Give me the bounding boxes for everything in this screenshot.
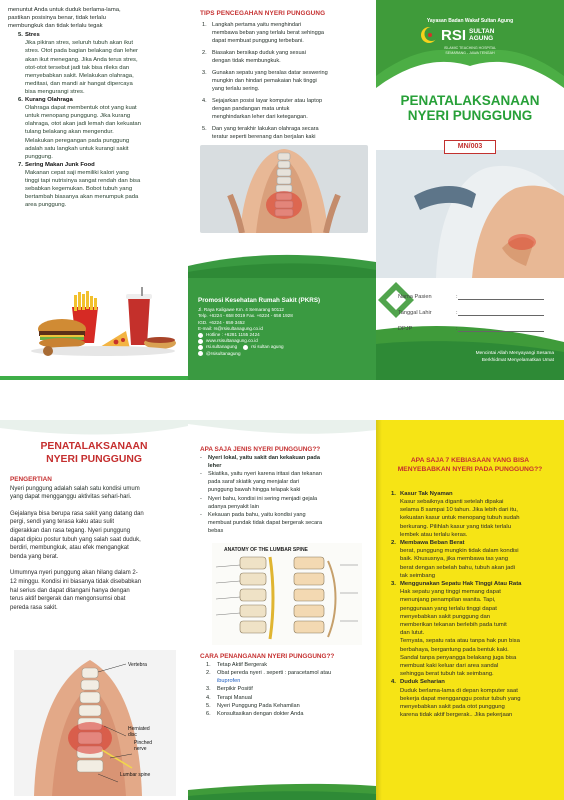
text-line: digerakkan dan rasa tegang. Nyeri punggung [10,527,131,534]
field-label: DPJP [398,326,413,332]
rsi-logo [420,26,494,44]
panel-definition [0,420,188,800]
treatment-list [200,661,368,718]
symptom-paragraph [10,510,178,562]
habit-item: 4. Duduk Seharian Duduk berlama-lama di depan komputer saat bekerja dapat mengganggu postur tubuh yang menyebabkan sakit pada otot punggung karena tidak aktif bergerak.. Jika pekerjaan [391,679,521,719]
treatment-item[interactable] [206,677,368,685]
text-line: Nyeri punggung adalah salah satu kondisi umum [10,485,140,492]
text-line: membuat pundak tidak dapat bergerak secara [208,519,323,526]
type-item: - Kekauan pada bahu, yaitu kondisi yang membuat pundak tidak dapat bergerak secara bebas [200,511,323,534]
text-line: Biasakan bersikap duduk yang sesuai [212,50,306,56]
duration-paragraph [10,569,178,612]
text-line: dengan pandangan mata untuk [212,106,290,112]
panel-cover [376,0,564,380]
website-row[interactable]: www.rsisultanagung.co.id [198,338,366,344]
crescent-logo-icon [420,26,438,44]
logo-text: RSI [441,26,467,44]
diagram-title: ANATOMY OF THE LUMBAR SPINE [224,547,308,554]
text-line: leher [208,463,222,470]
text-line: dengan tidak membungkuk. [212,58,281,64]
text-line: yang dapat mengganggu aktivitas sehari-hari. [10,494,132,501]
text-line: olahraga, otot akan jadi lemah dan kekuatan [25,121,141,128]
text-line: hal serius dan dapat ditangani hanya dengan [10,587,130,594]
tagline-line: Berkhidmat Menyelamatkan Umat [481,357,554,363]
text-line: Skiatika, yaitu nyeri karena iritasi dan tekanan [208,471,322,478]
item-number: 7. [18,161,23,168]
section-heading: APA SAJA JENIS NYERI PUNGGUNG?? [200,446,321,453]
cover-background [376,0,564,380]
patient-name-field[interactable]: Nama Pasien : [398,294,544,300]
bottom-wave [188,770,376,800]
pinched-nerve-label: Pinched nerve [134,740,153,752]
text-line: terus aktif bergerak dan mengonsumsi obat [10,596,126,603]
igd-line: IGD. +6224 - 659 3452 [198,319,245,325]
cover-title-line: PENATALAKSANAAN [400,93,540,108]
tagline [476,351,554,364]
lumbar-spine-diagram [212,543,362,645]
definition-paragraph [10,485,178,502]
text-line: akan ikut menegang. Jika Anda terus stres, [25,56,138,63]
text-line: bisa mengurangi stres. [25,88,85,95]
field-label: Tanggal Lahir [398,310,432,316]
title-line: APA SAJA 7 KEBIASAAN YANG BISA [410,457,530,464]
habit-heading: Membawa Beban Berat [400,540,465,547]
text-line: Makanan cepat saji memiliki kalori yang [25,169,129,176]
panel-prevention-tips [188,0,376,380]
address-line: Jl. Raya Kaligawe Km. 4 Semarang 50112 [198,307,284,313]
habit-item: 3. Menggunakan Sepatu Hak Tinggi Atau Rata Hak sepatu yang tinggi memang dapat menunjang penampilan wanita. Tapi, penggunaan yang terlalu tinggi dapat menyebabkan sakit punggung dan memberikan tekanan berlebih pada tumit dan lutut. Ternyata, sepatu rata atau tanpa hak pun bisa berbahaya, bergantung pada bentuk kaki. Sandal tanpa penyangga belakang juga bisa membuat kaki keluar dari area sandal sehingga berat tubuh tak seimbang. [391,581,522,678]
item-number: 2. [202,50,207,56]
back-pain-spine-image [200,145,368,233]
text-line: benda yang berat. [10,553,59,560]
title-line: MENYEBABKAN NYERI PADA PUNGGUNG?? [397,466,543,474]
phone-line: Telp. +6224 - 658 0019 Fax. +6224 - 658 1928 [198,313,293,319]
treatment-item: 1. Tetap Aktif Bergerak [206,662,268,669]
text-line: area punggung. [25,202,67,209]
vertebra-label: Vertebra [128,662,147,668]
item-title: Kurang Olahraga [25,97,73,104]
text-line: stres. Otot pada bagian belakang dan leher [25,48,138,55]
section-heading: CARA PENANGANAN NYERI PUNGGUNG?? [200,653,335,661]
text-line: tinggi tapi nutrisinya sangat rendah dan bisa [25,177,141,184]
contact-wave [188,248,376,278]
item-number: 5. [18,32,23,39]
section-title: TIPS PENCEGAHAN NYERI PUNGGUNG [200,10,326,17]
intro-text [8,6,180,30]
brochure-inside [0,420,564,800]
text-line: pada saraf skiatik yang menjalar dari [208,479,300,486]
text-line: Kekauan pada bahu, yaitu kondisi yang [208,511,306,518]
input-line[interactable] [458,294,544,300]
habit-heading: Duduk Seharian [400,679,445,686]
text-line: Nyeri lokal, yaitu sakit dan kekakuan pada [208,455,320,462]
document-code: MN/003 [444,140,496,154]
text-line: Jika pikiran stres, seluruh tubuh akan ikut [25,40,134,47]
field-label: Nama Pasien [398,294,432,300]
tip-item [200,69,368,93]
item-number: 4. [202,98,207,104]
text-line: pergi, sendi yang terasa kaku atau sulit [10,519,115,526]
text-line: menuntut Anda untuk duduk berlama-lama, [8,7,121,13]
treatment-item: 6. Konsultasikan dengan dokter Anda [206,710,304,717]
text-line: dapat membuat punggung terbebani. [212,38,304,44]
contact-block [188,268,376,380]
item-number: 5. [202,126,207,132]
text-line: punggung. [25,153,53,160]
habit-heading: Menggunakan Sepatu Hak Tinggi Atau Rata [400,581,522,588]
ibuprofen-link[interactable]: ibuprofen [217,678,241,685]
item-number: 1. [202,22,207,28]
text-line: membungkuk dan tidak terlalu tegak [8,23,103,30]
tip-item [200,21,368,45]
text-line: teratur seperti berenang dan berjalan kaki [212,134,316,140]
treatment-item: 5. Nyeri Punggung Pada Kehamilan [206,702,300,709]
logo-subtext: ISLAMIC TEACHING HOSPITAL [443,46,497,50]
spine-anatomy-photo [14,650,176,796]
type-item: - Skiatika, yaitu nyeri karena iritasi dan tekanan pada saraf skiatik yang menjalar dari punggung bawah hingga telapak kaki [200,471,322,494]
section-heading: PENGERTIAN [10,476,52,483]
cause-item-junk-food [8,161,180,210]
instagram-icon [198,345,203,350]
cause-item-stress [8,31,180,96]
item-title: Sering Makan Junk Food [25,161,95,168]
text-line: Sejajarkan posisi layar komputer atau laptop [212,98,323,104]
text-line: adalah satu langkah untuk kurangi sakit [25,145,129,152]
cover-title-line: NYERI PUNGGUNG [407,108,533,123]
type-item: - Nyeri lokal, yaitu sakit dan kekakuan pada leher [200,455,320,470]
treatment-item: 4. Terapi Manual [206,694,253,701]
title-line: NYERI PUNGGUNG [46,454,142,465]
text-line: meditasi, dan mandi air hangat dipercaya [25,80,133,87]
text-line: mungkin dan hindari pemakaian hak tinggi [212,78,317,84]
input-line[interactable] [458,310,544,316]
tagline-line: Mencintai Allah Menyayangi Sesama [475,351,554,356]
treatment-item: 3. Berpikir Positif [206,686,253,693]
twitter-row: @rsisultanagung [198,351,366,357]
dpjp-field[interactable]: DPJP : [398,326,544,332]
panel-causes-continued [0,0,188,380]
habit-item: 1. Kasur Tak Nyaman Kasur sebaiknya diganti setelah dipakai selama 8 sampai 10 tahun. Jika lebih dari itu, kekuatan kasur untuk menopang tubuh sudah berkurang. Pilihlah kasur yang tidak terlalu lembek atau terlalu keras. [391,490,520,538]
item-number: 3. [202,70,207,76]
contact-title: Promosi Kesehatan Rumah Sakit (PKRS) [198,297,321,304]
email-line: E-mail: rs@rsisultanagung.co.id [198,325,263,331]
text-line: Nyeri bahu, kondisi ini sering menjadi gejala [208,495,318,502]
text-line: pereda rasa sakit. [10,604,58,611]
globe-icon [198,339,203,344]
text-line: sebabkan kegemukan. Bobot tubuh yang [25,186,133,193]
item-title: Stres [25,32,40,39]
text-line: otot-otot tersebut jadi tak bisa rileks dan [25,64,130,71]
text-line: Langkah pertama yaitu menghindari [212,22,302,28]
fold-shadow [376,420,382,800]
text-line: Melakukan peregangan pada punggung [25,137,130,144]
text-line: Dan yang terakhir lakukan olahraga secara [212,126,319,132]
treatment-item: 2. Obat pereda nyeri . seperti : paracetamol atau [206,670,332,677]
twitter-icon [198,351,203,356]
facebook-icon [243,345,248,350]
tip-item [200,125,368,141]
text-line: Umumnya nyeri punggung akan hilang dalam 2- [10,570,138,577]
social-row: rsi.sultanagung rsi sultan agung [198,344,366,350]
top-wave [188,420,376,442]
tip-item [200,97,368,121]
text-line: bertambah biasanya akan menumpuk pada [25,194,139,201]
text-line: punggung bawah hingga telapak kaki [208,487,301,494]
text-line: menyebabkan sakit. Melakukan olahraga, [25,72,134,79]
foundation-name: Yayasan Badan Wakaf Sultan Agung [426,18,514,24]
text-line: dapat dipicu postur tubuh yang salah saat duduk, [10,536,141,543]
logo-city: SEMARANG - JAWA TENGAH [445,51,495,55]
text-line: tulang belakang akan mengendur. [25,129,114,136]
text-line: adanya penyakit lain [208,503,260,510]
title-line: PENATALAKSANAAN [40,441,148,452]
panel-types-treatment [188,420,376,800]
type-item: - Nyeri bahu, kondisi ini sering menjadi gejala adanya penyakit lain [200,495,318,510]
lumbar-spine-label: Lumbar spine [120,772,151,778]
phone-icon [198,333,203,338]
text-line: pastikan posisinya benar, tidak terlalu [8,15,106,22]
text-line: Gejalanya bisa berupa rasa sakit yang datang dan [10,510,144,517]
text-line: Gunakan sepatu yang beralas datar seswering [212,70,328,76]
bottom-stripe [0,376,188,380]
logo-side-text: SULTAN [469,28,495,35]
text-line: 12 minggu. Kondisi ini biasanya tidak disebabkan [10,578,142,585]
top-wave [0,420,188,446]
cause-item-exercise [8,96,180,161]
junk-food-image [28,287,178,357]
hotline-row: Hotline : +6281 1155 2424 [198,332,366,338]
tip-item [200,49,368,65]
text-line: bebas [208,527,224,534]
cover-title [376,93,564,123]
input-line[interactable] [458,326,544,332]
text-line: yang terlalu sering. [212,86,260,92]
text-line: membawa beban yang terlalu berat sehingga [212,30,324,36]
item-number: 6. [18,97,23,104]
birth-date-field[interactable]: Tanggal Lahir : [398,310,544,316]
text-line: Olahraga dapat membentuk otot yang kuat [25,105,137,112]
text-line: untuk menopang punggung. Jika kurang [25,113,131,120]
herniated-disc-label: Herniated disc [128,726,150,738]
habit-heading: Kasur Tak Nyaman [400,490,453,497]
habit-item: 2. Membawa Beban Berat berat, punggung mungkin tidak dalam kondisi baik. Khususnya, jika membawa tas yang berat dengan sebelah bahu, tubuh akan jadi tak seimbang [391,540,519,579]
panel-seven-habits [376,420,564,800]
text-line: menghindarkan leher dari ketegangan. [212,114,308,120]
text-line: berdiri, membungkuk, atau efek mengangkat [10,545,129,552]
habits-title [388,456,552,475]
brochure-outside [0,0,564,380]
lumbar-diagram-drawing [212,543,362,645]
logo-side-text: AGUNG [469,35,494,42]
